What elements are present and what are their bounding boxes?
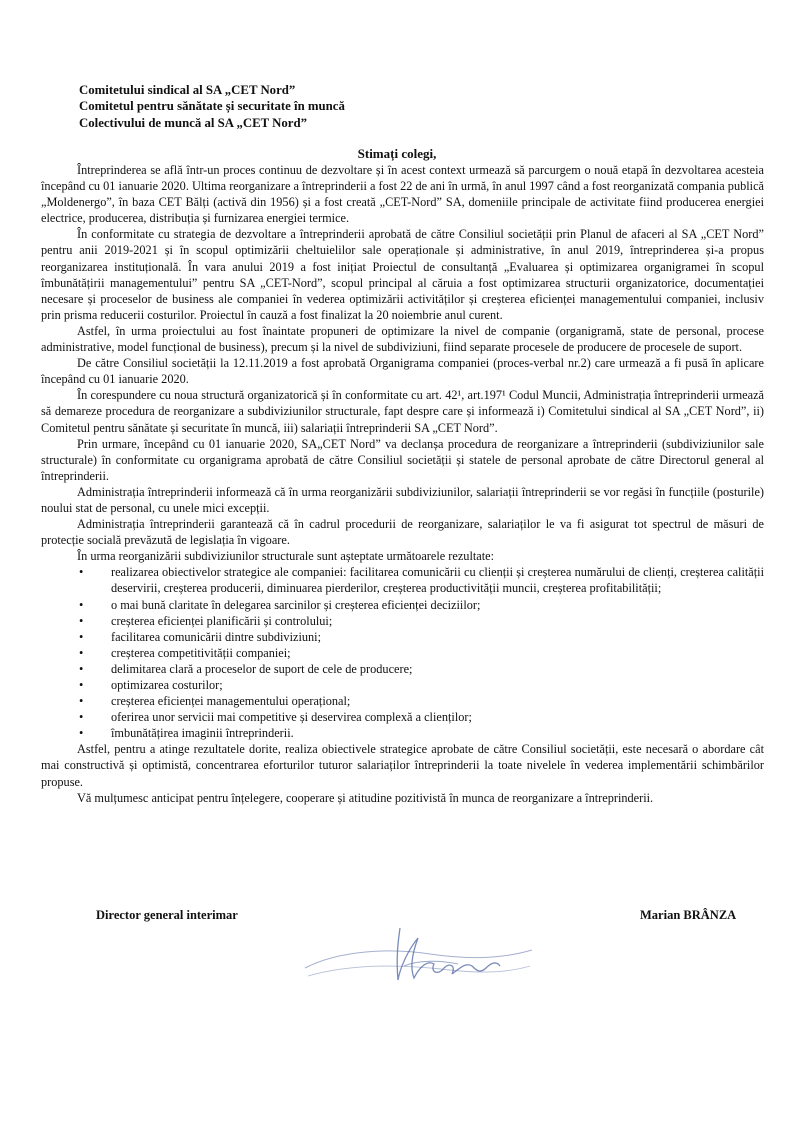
list-item-text: creșterea eficienței managementului operațional; bbox=[111, 694, 351, 709]
signatory-name: Marian BRÂNZA bbox=[640, 908, 737, 922]
list-item-text: realizarea obiectivelor strategice ale companiei: facilitarea comunicării cu clienții și creșterea numărului de clienți, creșterea calității deservirii, creșterea producerii, diminuarea pierderilor, creșterea productivității muncii, creșterea profitabilității; bbox=[111, 565, 764, 596]
list-item bbox=[41, 661, 764, 677]
bullet-icon: • bbox=[79, 565, 84, 580]
handwritten-signature bbox=[300, 920, 540, 995]
bullet-icon: • bbox=[79, 678, 84, 692]
bullet-icon: • bbox=[79, 661, 84, 676]
closing-paragraph: Vă mulțumesc anticipat pentru înțelegere, cooperare și atitudine pozitivistă în munca de reorganizare a întreprinderii. bbox=[77, 790, 654, 805]
list-item bbox=[41, 693, 764, 709]
bullet-icon: • bbox=[79, 726, 84, 741]
list-item-text: creșterea competitivității companiei; bbox=[111, 645, 291, 660]
body-paragraph: Prin urmare, începând cu 01 ianuarie 2020, SA„CET Nord” va declanșa procedura de reorganizare a întreprinderii (subdiviziunilor sale structurale) în conformitate cu organigrama aprobată de către Consiliul societății și statele de personal aprobate de către Directorul general al întreprinderii. bbox=[41, 436, 764, 483]
signatory-title: Director general interimar bbox=[96, 908, 238, 922]
bullet-icon: • bbox=[79, 613, 84, 628]
addressee-line: Colectivului de muncă al SA „CET Nord” bbox=[79, 115, 308, 130]
body-paragraph: În corespundere cu noua structură organizatorică și în conformitate cu art. 42¹, art.197¹ Codul Muncii, Administrația întreprinderii urmează să demareze procedura de reorganizare a subdiviziunilor structurale, fapt despre care și informează i) Comitetului sindical al SA „CET Nord”, ii) Comitetul pentru sănătate și securitate în muncă, iii) salariații întreprinderii SA „CET Nord”. bbox=[41, 388, 764, 435]
addressee-line: Comitetului sindical al SA „CET Nord” bbox=[79, 83, 296, 97]
addressee-block bbox=[79, 82, 345, 131]
list-item bbox=[41, 725, 764, 741]
results-list bbox=[41, 564, 764, 741]
bullet-icon: • bbox=[79, 710, 84, 725]
list-item-text: delimitarea clară a proceselor de suport de cele de producere; bbox=[111, 661, 413, 676]
list-item-text: optimizarea costurilor; bbox=[111, 678, 223, 692]
bullet-icon: • bbox=[79, 597, 84, 612]
bullet-icon: • bbox=[79, 694, 84, 709]
list-item-text: o mai bună claritate în delegarea sarcinilor și creșterea eficienței deciziilor; bbox=[111, 597, 481, 612]
list-item-text: creșterea eficienței planificării și controlului; bbox=[111, 613, 333, 628]
body-paragraph: În urma reorganizării subdiviziunilor structurale sunt așteptate următoarele rezultate: bbox=[77, 549, 495, 564]
body-paragraph: În conformitate cu strategia de dezvoltare a întreprinderii aprobată de către Consiliul societății prin Planul de afaceri al SA „CET Nord” pentru anii 2019-2021 și în scopul optimizării cheltuielilor sale operaționale și administrative, în anul 2019, întreprinderea și-a propus reorganizarea instituțională. În vara anului 2019 a fost inițiat Proiectul de consultanță „Evaluarea și optimizarea organigramei în scopul îmbunătățirii managementului” pentru SA „CET-Nord”, scopul principal al căruia a fost optimizarea structurii organizatorice, documentației necesare și proceselor de business ale companiei în vederea optimizării activităților și creșterea eficienței managementului companiei, inclusiv prin prisma reducerii costurilor. Proiectul în cauză a fost finalizat la 20 noiembrie anul curent. bbox=[41, 227, 764, 322]
body-paragraph: Administrația întreprinderii garantează că în cadrul procedurii de reorganizare, salariaților le va fi asigurat tot spectrul de măsuri de protecție socială prevăzută de legislația în vigoare. bbox=[41, 517, 764, 548]
list-item bbox=[41, 677, 764, 693]
list-item-text: îmbunătățirea imaginii întreprinderii. bbox=[111, 726, 294, 741]
bullet-icon: • bbox=[79, 629, 84, 644]
list-item-text: facilitarea comunicării dintre subdiviziuni; bbox=[111, 629, 321, 644]
letter-body bbox=[41, 162, 764, 806]
bullet-icon: • bbox=[79, 645, 84, 660]
list-item-text: oferirea unor servicii mai competitive și deservirea complexă a clienților; bbox=[111, 710, 472, 725]
body-paragraph: De către Consiliul societății la 12.11.2019 a fost aprobată Organigrama companiei (proces-verbal nr.2) care urmează a fi pusă în aplicare începând cu 01 ianuarie 2020. bbox=[41, 356, 764, 387]
list-item bbox=[41, 709, 764, 725]
list-item bbox=[41, 645, 764, 661]
list-item bbox=[41, 613, 764, 629]
body-paragraph: Administrația întreprinderii informează că în urma reorganizării subdiviziunilor, salariații întreprinderii se vor regăsi în funcțiile (posturile) noului stat de personal, cu unele mici excepții. bbox=[41, 484, 764, 515]
salutation: Stimați colegi, bbox=[357, 146, 437, 161]
addressee-line: Comitetul pentru sănătate și securitate în muncă bbox=[79, 99, 345, 114]
list-item bbox=[41, 597, 764, 613]
list-item bbox=[41, 564, 764, 596]
body-paragraph: Astfel, în urma proiectului au fost înaintate propuneri de optimizare la nivel de companie (organigramă, state de personal, procese administrative, model funcțional de business), precum și la nivel de subdiviziuni, fiind separate procesele de producere de procesele de suport. bbox=[41, 323, 764, 355]
list-item bbox=[41, 629, 764, 645]
closing-paragraph: Astfel, pentru a atinge rezultatele dorite, realiza obiectivele strategice aprobate de către Consiliul societății, este necesară o abordare cât mai constructivă și optimistă, concentrarea eforturilor tuturor salariaților întreprinderii la toate nivelele în vederea implementării schimbărilor propuse. bbox=[41, 742, 764, 789]
body-paragraph: Întreprinderea se află într-un proces continuu de dezvoltare și în acest context urmează să parcurgem o nouă etapă în dezvoltarea acesteia începând cu 01 ianuarie 2020. Ultima reorganizare a întreprinderii a fost 22 de ani în urmă, în anul 1997 când a fost reorganizată compania publică „Moldenergo”, în baza CET Bălți (activă din 1956) și a fost creată „CET-Nord” SA, domeniile principale de activitate fiind producerea energiei electrice, producerea, distribuția și furnizarea energiei termice. bbox=[41, 163, 764, 226]
